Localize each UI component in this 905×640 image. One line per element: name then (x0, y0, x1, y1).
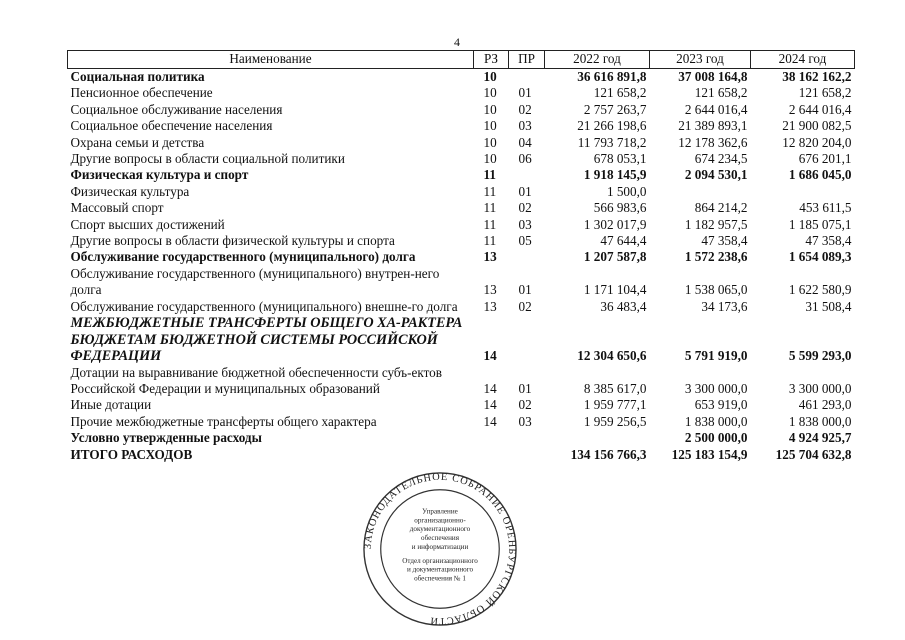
cell-pr: 01 (518, 85, 532, 101)
table-row (68, 102, 855, 118)
cell-2022: 12 304 650,6 (577, 348, 647, 364)
cell-2024: 676 201,1 (798, 151, 852, 167)
cell-2022 (545, 430, 650, 446)
stamp-outer-text: ЗАКОНОДАТЕЛЬНОЕ СОБРАНИЕ ОРЕНБУРГСКОЙ ОБЛАСТИ (362, 471, 518, 627)
cell-2023: 864 214,2 (694, 200, 748, 216)
cell-2022: 2 757 263,7 (583, 101, 647, 117)
cell-name: ИТОГО РАСХОДОВ (70, 446, 193, 462)
cell-pr (509, 69, 545, 86)
cell-rz: 14 (483, 397, 497, 413)
cell-name: Массовый спорт (70, 200, 164, 216)
cell-name: Иные дотации (70, 397, 152, 413)
stamp-seal (361, 470, 519, 628)
cell-2022: 678 053,1 (593, 151, 647, 167)
stamp-inner-line: Отдел организационного (402, 556, 478, 565)
cell-name: Социальное обслуживание населения (70, 101, 283, 117)
cell-2023: 1 538 065,0 (684, 282, 748, 298)
cell-pr: 03 (518, 118, 532, 134)
cell-2023: 2 094 530,1 (684, 167, 748, 183)
cell-name: Условно утвержденные расходы (70, 430, 262, 446)
cell-pr: 01 (518, 282, 532, 298)
cell-2024 (751, 184, 855, 200)
cell-rz: 11 (483, 200, 497, 216)
header-rz: РЗ (474, 51, 509, 69)
header-2024: 2024 год (751, 51, 855, 69)
cell-2023: 3 300 000,0 (684, 381, 748, 396)
cell-pr: 03 (518, 413, 532, 429)
cell-rz: 13 (483, 282, 497, 298)
cell-pr: 03 (518, 216, 532, 232)
cell-pr (509, 430, 545, 446)
cell-pr (509, 315, 545, 365)
cell-2023: 12 178 362,6 (678, 134, 748, 150)
page-number: 4 (454, 35, 460, 49)
stamp-inner-line: организационно- (414, 516, 466, 525)
cell-rz: 10 (483, 85, 497, 101)
header-pr: ПР (509, 51, 545, 69)
table-row (68, 233, 855, 249)
cell-pr: 02 (518, 200, 532, 216)
cell-2024: 121 658,2 (798, 85, 852, 101)
cell-2023: 21 389 893,1 (678, 118, 748, 134)
cell-rz: 14 (483, 413, 497, 429)
table-row (68, 430, 855, 446)
cell-rz: 10 (483, 101, 497, 117)
cell-name: Физическая культура (70, 183, 190, 199)
cell-name: Физическая культура и спорт (70, 167, 249, 183)
cell-2024: 3 300 000,0 (788, 381, 852, 396)
header-2023: 2023 год (650, 51, 751, 69)
cell-pr (509, 447, 545, 463)
cell-2024: 4 924 925,7 (788, 430, 852, 446)
cell-2024: 21 900 082,5 (782, 118, 852, 134)
cell-2022: 36 616 891,8 (577, 69, 647, 84)
stamp-inner-line: обеспечения (421, 534, 459, 543)
cell-2024: 125 704 632,8 (775, 446, 852, 462)
cell-2023: 1 838 000,0 (684, 413, 748, 429)
cell-rz: 13 (483, 249, 497, 265)
stamp-inner-line: Управление (422, 507, 458, 516)
cell-2023 (650, 184, 751, 200)
cell-2024: 1 686 045,0 (788, 167, 852, 183)
cell-rz: 11 (483, 233, 497, 249)
cell-2023: 37 008 164,8 (678, 69, 748, 84)
cell-2022: 1 959 256,5 (583, 413, 647, 429)
cell-pr: 02 (518, 397, 532, 413)
cell-2022: 1 171 104,4 (583, 282, 647, 298)
cell-2022: 566 983,6 (593, 200, 647, 216)
cell-2022: 8 385 617,0 (583, 381, 647, 396)
cell-2022: 1 959 777,1 (583, 397, 647, 413)
cell-2022: 1 207 587,8 (583, 249, 647, 265)
cell-name: Прочие межбюджетные трансферты общего характера (70, 413, 377, 429)
cell-2023: 674 234,5 (694, 151, 748, 167)
cell-name: Социальная политика (70, 69, 205, 84)
table-row (68, 365, 855, 398)
cell-rz: 10 (483, 134, 497, 150)
cell-2024: 1 838 000,0 (788, 413, 852, 429)
cell-name: Обслуживание государственного (муниципального) долга (70, 249, 416, 265)
cell-rz (474, 430, 509, 446)
cell-2023: 2 644 016,4 (684, 101, 748, 117)
table-row (68, 266, 855, 299)
cell-pr: 02 (518, 298, 532, 314)
cell-pr: 06 (518, 151, 532, 167)
cell-2024: 1 622 580,9 (788, 282, 852, 298)
header-2022: 2022 год (545, 51, 650, 69)
cell-name: Охрана семьи и детства (70, 134, 205, 150)
table-row (68, 69, 855, 86)
cell-rz: 14 (483, 348, 497, 364)
table-row (68, 315, 855, 365)
cell-pr (509, 167, 545, 183)
table-row (68, 217, 855, 233)
cell-2022: 1 918 145,9 (583, 167, 647, 183)
cell-2023: 47 358,4 (701, 233, 748, 249)
cell-rz: 14 (483, 381, 497, 396)
cell-pr (509, 249, 545, 265)
table-row (68, 299, 855, 315)
stamp-inner-line: документационного (409, 525, 471, 534)
cell-rz: 11 (483, 167, 496, 183)
cell-2024: 12 820 204,0 (782, 134, 852, 150)
cell-name: Социальное обеспечение населения (70, 118, 273, 134)
cell-rz: 10 (483, 118, 497, 134)
table-row (68, 184, 855, 200)
cell-2024: 5 599 293,0 (788, 348, 852, 364)
cell-2024: 31 508,4 (805, 298, 852, 314)
cell-2024: 1 654 089,3 (788, 249, 852, 265)
cell-rz (474, 447, 509, 463)
cell-2024: 2 644 016,4 (788, 101, 852, 117)
cell-2023: 653 919,0 (694, 397, 748, 413)
cell-rz: 11 (483, 216, 497, 232)
table-row (68, 397, 855, 413)
table-row (68, 447, 855, 463)
cell-2023: 34 173,6 (701, 298, 748, 314)
cell-name: Дотации на выравнивание бюджетной обеспеченности субъ-ектов Российской Федерации и муниципальных образований (70, 364, 443, 396)
stamp-inner-text (402, 507, 478, 582)
cell-2023: 2 500 000,0 (684, 430, 748, 446)
table-row (68, 200, 855, 216)
stamp-inner-line: обеспечения № 1 (414, 574, 466, 583)
cell-2022: 121 658,2 (593, 85, 647, 101)
cell-pr: 04 (518, 134, 532, 150)
cell-rz: 13 (483, 298, 497, 314)
cell-2024: 47 358,4 (805, 233, 852, 249)
cell-2023: 121 658,2 (694, 85, 748, 101)
cell-2024: 461 293,0 (798, 397, 852, 413)
table-row (68, 118, 855, 134)
cell-2022: 1 500,0 (606, 183, 647, 199)
table-row (68, 249, 855, 265)
cell-2023: 5 791 919,0 (684, 348, 748, 364)
table-row (68, 414, 855, 430)
cell-2023: 1 182 957,5 (684, 216, 748, 232)
cell-2023: 1 572 238,6 (684, 249, 748, 265)
cell-pr: 01 (518, 183, 532, 199)
cell-pr: 01 (518, 381, 532, 396)
stamp-inner-line: и документационного (407, 565, 473, 574)
cell-name: Обслуживание государственного (муниципального) внутрен-него долга (70, 265, 440, 298)
cell-pr: 02 (518, 101, 532, 117)
header-name: Наименование (68, 51, 474, 69)
cell-name: Другие вопросы в области физической культуры и спорта (70, 233, 395, 249)
table-header-row (68, 51, 855, 69)
cell-2022: 1 302 017,9 (583, 216, 647, 232)
cell-2024: 453 611,5 (799, 200, 852, 216)
cell-2022: 21 266 198,6 (577, 118, 647, 134)
table-row (68, 167, 855, 183)
cell-2023: 125 183 154,9 (671, 446, 748, 462)
cell-2022: 134 156 766,3 (570, 446, 647, 462)
stamp-inner-line: и информатизации (411, 543, 469, 551)
cell-pr: 05 (518, 233, 532, 249)
cell-2024: 38 162 162,2 (782, 69, 852, 84)
cell-name: МЕЖБЮДЖЕТНЫЕ ТРАНСФЕРТЫ ОБЩЕГО ХА-РАКТЕРА БЮДЖЕТАМ БЮДЖЕТНОЙ СИСТЕМЫ РОССИЙСКОЙ ФЕДЕРАЦИИ (70, 315, 463, 365)
table-row (68, 135, 855, 151)
cell-2022: 47 644,4 (600, 233, 647, 249)
table-row (68, 151, 855, 167)
cell-name: Обслуживание государственного (муниципального) внешне-го долга (70, 298, 458, 314)
cell-rz: 10 (483, 151, 497, 167)
cell-name: Спорт высших достижений (70, 216, 225, 232)
cell-rz: 10 (483, 69, 497, 84)
table-row (68, 85, 855, 101)
cell-2024: 1 185 075,1 (788, 216, 852, 232)
budget-table (67, 50, 855, 463)
table-body (68, 69, 855, 464)
cell-2022: 36 483,4 (600, 298, 647, 314)
cell-rz: 11 (483, 183, 497, 199)
cell-2022: 11 793 718,2 (577, 134, 647, 150)
cell-name: Пенсионное обеспечение (70, 85, 213, 101)
cell-name: Другие вопросы в области социальной политики (70, 151, 345, 167)
